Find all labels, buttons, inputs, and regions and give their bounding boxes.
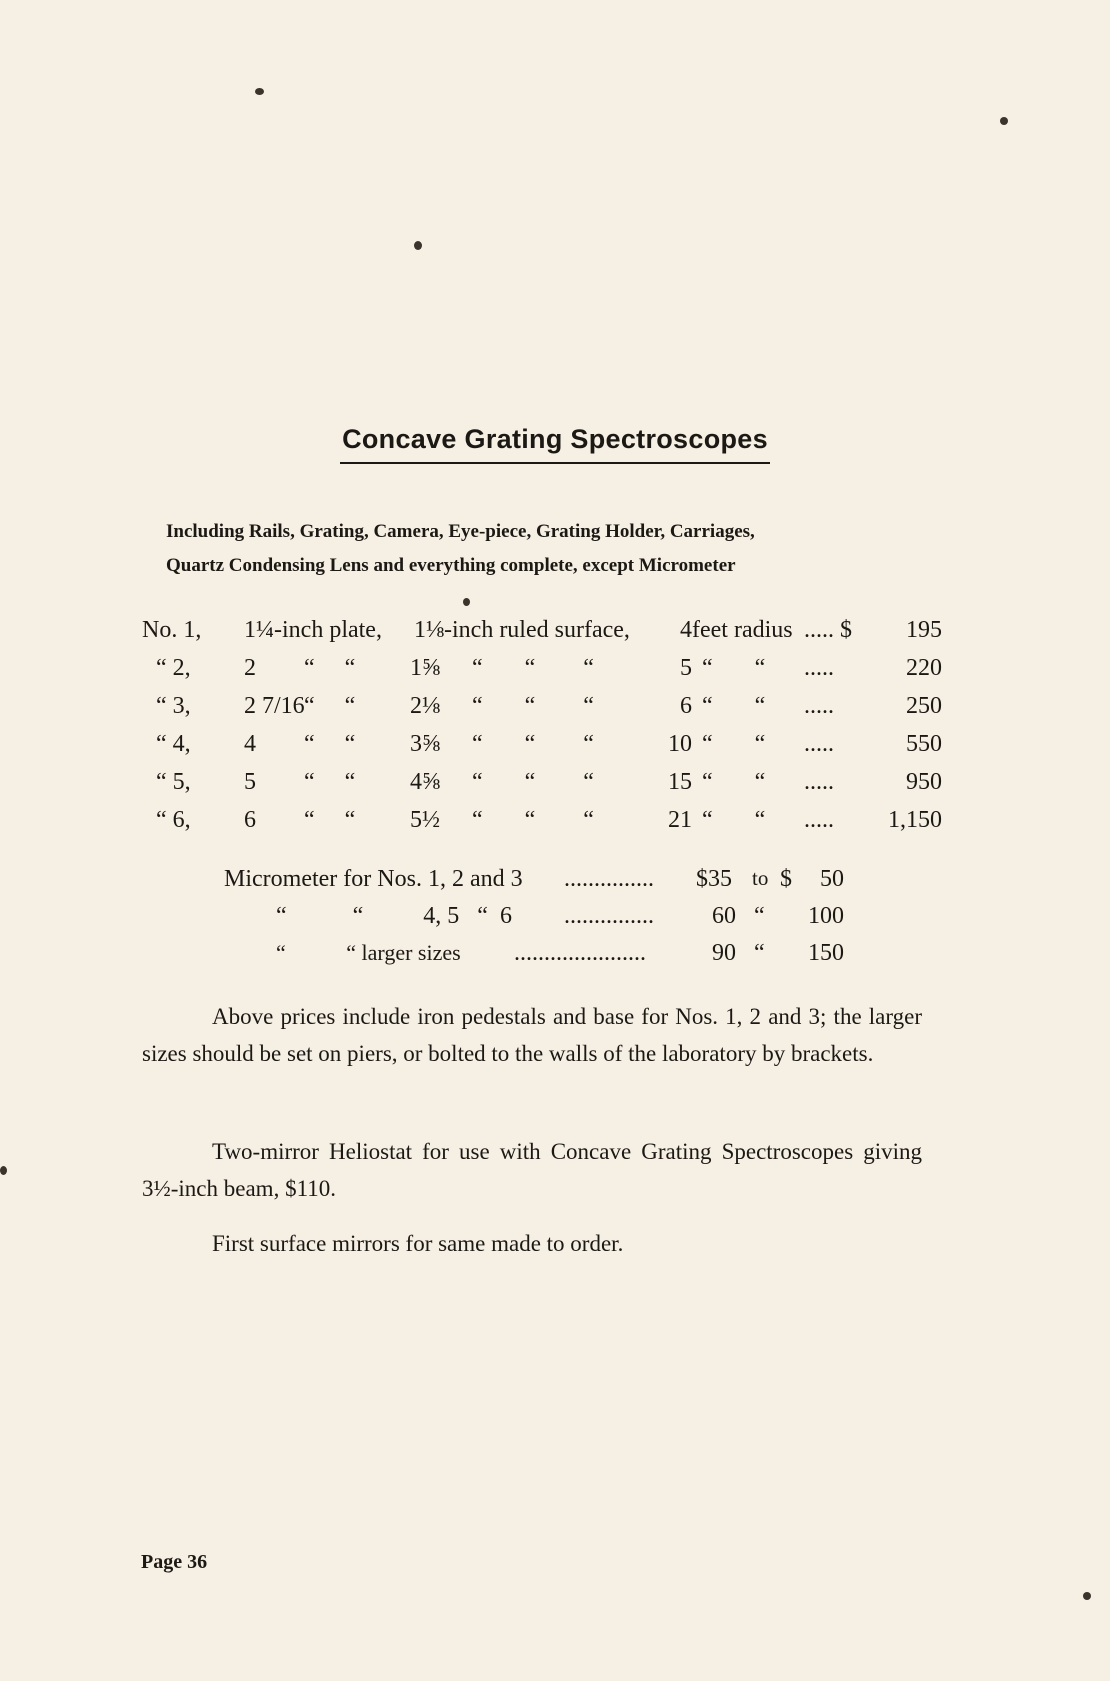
micrometer-row [224,940,844,977]
model-number: “ 2, [156,655,191,681]
punch-hole-speck [1000,117,1008,125]
price-to: 50 [820,866,844,892]
dot-leader: ...................... [514,940,646,966]
price: 1,150 [888,807,942,833]
micrometer-prices [224,866,844,977]
plate-size: 4 [244,731,256,757]
subtitle-line-1: Including Rails, Grating, Camera, Eye-piece, Grating Holder, Carriages, [166,521,755,542]
plate-label: “ “ [304,693,356,719]
plate-size: 2 [244,655,256,681]
radius-value: 10 [668,731,692,757]
plate-size: 2 7/16 [244,693,305,719]
punch-hole-speck [0,1166,7,1175]
dot-leader: ............... [564,866,654,892]
micrometer-label: “ “ 4, 5 “ 6 [276,903,512,929]
ruled-label: “ “ “ [472,693,594,719]
dot-leader: ..... [804,731,834,757]
ruled-label: “ “ “ [472,731,594,757]
punch-hole-speck [463,598,470,606]
ruled-label: “ “ “ [472,807,594,833]
price: 550 [906,731,942,757]
subtitle [166,515,966,583]
plate-label: -inch plate, [274,617,382,643]
micrometer-row [224,903,844,940]
ruled-label: “ “ “ [472,655,594,681]
radius-value: 15 [668,769,692,795]
paragraph-text: Two-mirror Heliostat for use with Concave Grating Spectroscopes giving 3½-inch beam, $110. [142,1139,922,1201]
micrometer-label: Micrometer for Nos. 1, 2 and 3 [224,866,523,892]
dot-leader: ............... [564,903,654,929]
plate-size: 6 [244,807,256,833]
ruled-label: “ “ “ [472,769,594,795]
model-number: “ 6, [156,807,191,833]
model-number: “ 4, [156,731,191,757]
paragraph-heliostat [142,1133,922,1207]
ruled-size: 4⅝ [410,769,440,795]
radius-label: “ “ [702,693,766,719]
plate-label: “ “ [304,655,356,681]
ruled-size: 2⅛ [410,693,440,719]
subtitle-line-2: Quartz Condensing Lens and everything complete, except Micrometer [166,555,736,576]
paragraph-mirrors [142,1225,922,1262]
micrometer-label: “ “ larger sizes [276,940,461,965]
price-from: $35 [696,866,732,892]
price: 250 [906,693,942,719]
radius-label: “ “ [702,807,766,833]
radius-label: “ “ [702,655,766,681]
radius-label: feet radius [692,617,793,643]
ruled-size: 1⅛ [414,617,444,643]
price: 195 [906,617,942,643]
radius-value: 21 [668,807,692,833]
page-number: Page 36 [141,1551,208,1573]
to-word: “ [754,940,765,966]
paragraph-text: First surface mirrors for same made to order. [212,1231,624,1256]
dot-leader: ..... [804,693,834,719]
table-row [142,731,942,769]
page-title [0,424,1110,464]
table-row [142,807,942,845]
dot-leader: ..... [804,769,834,795]
plate-label: “ “ [304,769,356,795]
plate-label: “ “ [304,807,356,833]
table-row [142,693,942,731]
price-to: 150 [808,940,844,966]
price-table [142,617,942,845]
table-row [142,655,942,693]
ruled-size: 3⅝ [410,731,440,757]
radius-label: “ “ [702,769,766,795]
price: 950 [906,769,942,795]
radius-value: 4 [680,617,692,643]
punch-hole-speck [1083,1592,1091,1600]
price-from: 60 [712,903,736,929]
dollar-sign: $ [840,617,852,643]
dollar-sign: $ [780,866,792,892]
dot-leader: ..... [804,617,834,643]
paragraph-pedestals [142,998,922,1072]
plate-label: “ “ [304,731,356,757]
punch-hole-speck [414,241,422,250]
radius-label: “ “ [702,731,766,757]
ruled-size: 5½ [410,807,440,833]
ruled-label: -inch ruled surface, [444,617,630,643]
model-number: “ 5, [156,769,191,795]
price: 220 [906,655,942,681]
dot-leader: ..... [804,655,834,681]
radius-value: 6 [680,693,692,719]
table-row [142,769,942,807]
model-number: “ 3, [156,693,191,719]
table-row [142,617,942,655]
model-number: No. 1, [142,617,202,643]
plate-size: 1¼ [244,617,274,643]
radius-value: 5 [680,655,692,681]
to-word: to [752,866,769,890]
to-word: “ [754,903,765,929]
ruled-size: 1⅝ [410,655,440,681]
paragraph-text: Above prices include iron pedestals and base for Nos. 1, 2 and 3; the larger sizes should be set on piers, or bolted to the walls of the laboratory by brackets. [142,1004,922,1066]
title-text: Concave Grating Spectroscopes [340,424,770,464]
micrometer-row [224,866,844,903]
punch-hole-speck [255,88,264,95]
price-from: 90 [712,940,736,966]
dot-leader: ..... [804,807,834,833]
price-to: 100 [808,903,844,929]
plate-size: 5 [244,769,256,795]
